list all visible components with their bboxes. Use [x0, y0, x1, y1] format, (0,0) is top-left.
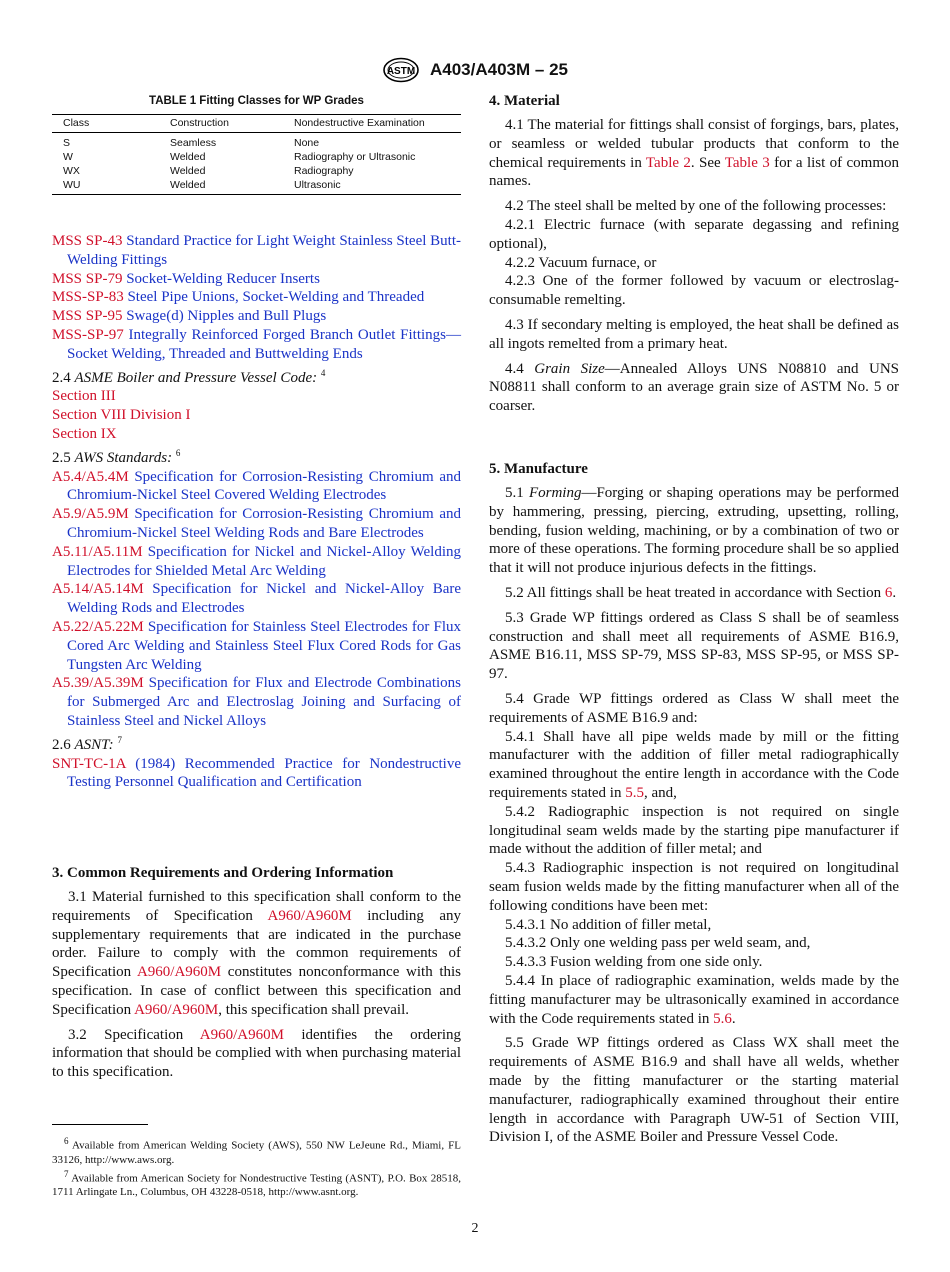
reference-title-link[interactable]: Specification for Flux and Electrode Combinations for Submerged Arc and Electroslag Joining and Surfacing of Stainless Steel and Nickel Alloys — [67, 675, 461, 729]
section-heading: 3. Common Requirements and Ordering Information — [52, 865, 394, 881]
table-row — [52, 133, 461, 151]
footnotes — [52, 1124, 461, 1199]
column-header: Construction — [159, 115, 283, 133]
table-cell: None — [294, 137, 320, 149]
reference-entry — [52, 755, 461, 793]
paragraph: 4.4 Grain Size—Annealed Alloys UNS N08810 and UNS N08811 shall conform to an average grain size of ASTM No. 5 or coarser. — [489, 360, 900, 415]
paragraph: 4.2 The steel shall be melted by one of the following processes: — [505, 198, 887, 215]
paragraph: 5.5 Grade WP fittings ordered as Class WX shall meet the requirements of ASME B16.9 and shall have all welds, whether made by the fitting manufacturer or the starting material manufacturer, radiographically examined throughout their entire length in accordance with Paragraph UW-51 of Section VIII, Division I, of the ASME Boiler and Pressure Vessel Code. — [489, 1035, 899, 1146]
table-cell: Radiography — [294, 165, 354, 177]
reference-title-link[interactable]: Steel Pipe Unions, Socket-Welding and Threaded — [127, 289, 425, 306]
reference-entry — [52, 543, 461, 581]
reference-title-link[interactable]: Specification for Nickel and Nickel-Alloy Welding Electrodes for Shielded Metal Arc Welding — [67, 543, 461, 579]
reference-link[interactable]: A5.39/A5.39M — [52, 675, 144, 692]
spec-link[interactable]: A960/A960M — [136, 964, 222, 981]
paragraph: 5.4.3.1 No addition of filler metal, — [505, 916, 712, 933]
table-header-row — [52, 115, 461, 133]
table-cell: Seamless — [170, 137, 217, 149]
section-4 — [489, 93, 899, 416]
reference-link[interactable]: SNT-TC-1A — [52, 755, 126, 772]
spec-link[interactable]: A960/A960M — [134, 1001, 219, 1018]
reference-link[interactable]: Section III — [52, 388, 116, 405]
reference-entry — [52, 505, 461, 543]
reference-title-link[interactable]: (1984) Recommended Practice for Nondestructive Testing Personnel Qualification and Certification — [67, 755, 461, 791]
section-5 — [489, 461, 899, 1147]
paragraph: 3.1 Material furnished to this specification shall conform to the requirements of Specification A960/A960M including any supplementary requirements that are indicated in the purchase order. Failure to comply with the common requirements of Specification A960/A960M constitutes nonconformance with this specification. In case of conflict between this specification and Specification A960/A960M, this specification shall prevail. — [52, 889, 462, 1018]
reference-entry — [52, 468, 461, 506]
section-heading: 4. Material — [489, 93, 560, 109]
paragraph: 4.2.2 Vacuum furnace, or — [505, 254, 657, 271]
table-cell: Radiography or Ultrasonic — [294, 151, 416, 163]
table-row — [52, 164, 461, 178]
reference-entry — [52, 580, 461, 618]
paragraph: 4.2.3 One of the former followed by vacuum or electroslag-consumable remelting. — [489, 273, 899, 309]
subsection-heading: 2.4 ASME Boiler and Pressure Vessel Code: $^4$ — [52, 367, 326, 386]
reference-title-link[interactable]: Socket-Welding Reducer Inserts — [126, 270, 320, 287]
referenced-documents — [52, 232, 461, 792]
reference-link[interactable]: MSS SP-95 — [52, 308, 123, 325]
document-designation: A403/A403M – 25 — [430, 60, 568, 79]
table-link[interactable]: Table 3 — [724, 154, 770, 171]
table-cell: WU — [52, 178, 159, 195]
column-header: Class — [52, 115, 159, 133]
spec-link[interactable]: A960/A960M — [267, 907, 352, 924]
table-row — [52, 150, 461, 164]
reference-title-link[interactable]: Swage(d) Nipples and Bull Plugs — [126, 308, 327, 325]
table-cell: Ultrasonic — [283, 178, 461, 195]
section-heading: 5. Manufacture — [489, 461, 588, 477]
footnote-mark: 4 — [320, 367, 326, 378]
reference-link[interactable]: MSS-SP-97 — [52, 326, 124, 343]
footnote: $^6$ Available from American Welding Society (AWS), 550 NW LeJeune Rd., Miami, FL 33126, http://www.aws.org. — [52, 1136, 461, 1166]
paragraph: 5.4.3.3 Fusion welding from one side only. — [505, 954, 763, 971]
reference-entry — [52, 618, 461, 674]
paragraph: 5.2 All fittings shall be heat treated in accordance with Section 6. — [505, 584, 897, 601]
table-cell: S — [63, 137, 71, 149]
paragraph: 3.2 Specification A960/A960M identifies the ordering information that should be complied with when purchasing material to this specification. — [52, 1026, 461, 1081]
page-number: 2 — [471, 1221, 479, 1236]
page-header — [0, 57, 950, 83]
reference-entry — [52, 326, 461, 364]
reference-link[interactable]: Section IX — [52, 425, 117, 442]
paragraph: 5.4.1 Shall have all pipe welds made by mill or the fitting manufacturer with the addition of filler metal radiographically examined throughout the entire length in accordance with the Code requirements stated in 5.5, and, — [489, 728, 899, 801]
reference-link[interactable]: A5.9/A5.9M — [52, 506, 129, 523]
reference-title-link[interactable]: Specification for Nickel and Nickel-Alloy Bare Welding Rods and Electrodes — [67, 581, 462, 617]
svg-text:ASTM: ASTM — [386, 66, 416, 77]
reference-title-link[interactable]: Specification for Stainless Steel Electrodes for Flux Cored Arc Welding and Stainless Steel Flux Cored Rods for Gas Tungsten Arc Welding — [67, 618, 461, 673]
table-row — [52, 178, 461, 195]
paragraph: 5.4.4 In place of radiographic examination, welds made by the fitting manufacturer may be ultrasonically examined in accordance with the Code requirements stated in 5.6. — [489, 972, 899, 1027]
paragraph: 4.2.1 Electric furnace (with separate degassing and refining optional), — [489, 216, 899, 252]
table-cell: Welded — [170, 165, 206, 177]
paragraph: 5.4 Grade WP fittings ordered as Class W shall meet the requirements of ASME B16.9 and: — [489, 690, 899, 726]
reference-entry — [52, 270, 461, 289]
reference-link[interactable]: A5.14/A5.14M — [52, 581, 144, 598]
reference-entry — [52, 674, 461, 730]
section-3 — [52, 865, 461, 1082]
section-link[interactable]: 5.5 — [625, 784, 644, 801]
paragraph: 5.4.3.2 Only one welding pass per weld seam, and, — [505, 935, 811, 952]
reference-link[interactable]: MSS SP-79 — [52, 270, 123, 287]
reference-link[interactable]: MSS-SP-83 — [52, 289, 124, 306]
table-cell: Welded — [170, 151, 206, 163]
reference-entry — [52, 232, 461, 270]
reference-title-link[interactable]: Specification for Corrosion-Resisting Chromium and Chromium-Nickel Steel Covered Welding Electrodes — [67, 468, 461, 504]
footnote: $^7$ Available from American Society for Nondestructive Testing (ASNT), P.O. Box 28518, 1711 Arlingate Ln., Columbus, OH 43228-0518, http://www.asnt.org. — [52, 1168, 461, 1199]
column-header: Nondestructive Examination — [283, 115, 461, 133]
table-cell: W — [63, 151, 73, 163]
astm-logo-icon — [382, 57, 420, 83]
footnote-mark: 6 — [175, 447, 181, 458]
reference-entry — [52, 288, 461, 307]
footnote-divider — [52, 1124, 148, 1125]
reference-entry — [52, 307, 461, 326]
reference-link[interactable]: A5.4/A5.4M — [52, 468, 129, 485]
reference-title-link[interactable]: Specification for Corrosion-Resisting Chromium and Chromium-Nickel Steel Welding Rods and Bare Electrodes — [67, 506, 461, 541]
section-link[interactable]: 6 — [884, 584, 893, 601]
footnote-mark: 7 — [117, 734, 122, 745]
table-title: TABLE 1 Fitting Classes for WP Grades — [149, 95, 364, 107]
reference-link[interactable]: MSS SP-43 — [52, 233, 123, 249]
paragraph: 5.1 Forming—Forging or shaping operations may be performed by hammering, pressing, piercing, extruding, upsetting, rolling, bending, fusion welding, machining, or by a combination of two or more of these operations. The forming procedure shall be so applied that it will not produce injurious defects in the fittings. — [489, 485, 899, 577]
fitting-classes-table — [52, 114, 461, 195]
table-cell: WX — [63, 165, 80, 177]
paragraph: 4.1 The material for fittings shall consist of forgings, bars, plates, or seamless or welded tubular products that conform to the chemical requirements in Table 2. See Table 3 for a list of common names. — [489, 117, 899, 190]
table-link[interactable]: Table 2 — [645, 154, 691, 171]
section-link[interactable]: 5.6 — [713, 1010, 732, 1027]
paragraph: 5.4.3 Radiographic inspection is not required on longitudinal seam fusion welds made by the fitting manufacturer when all of the following conditions have been met: — [489, 860, 899, 914]
reference-link[interactable]: Section VIII Division I — [52, 407, 191, 424]
reference-title-link[interactable]: Standard Practice for Light Weight Stainless Steel Butt-Welding Fittings — [67, 233, 462, 268]
paragraph: 5.3 Grade WP fittings ordered as Class S shall be of seamless construction and shall meet all requirements of ASME B16.9, ASME B16.11, MSS SP-79, MSS SP-83, MSS SP-95, or MSS SP-97. — [489, 609, 899, 683]
paragraph: 4.3 If secondary melting is employed, the heat shall be defined as all ingots remelted from a primary heat. — [489, 316, 899, 352]
reference-link[interactable]: A5.11/A5.11M — [52, 543, 143, 560]
reference-title-link[interactable]: Integrally Reinforced Forged Branch Outlet Fittings—Socket Welding, Threaded and Buttwelding Ends — [67, 326, 462, 362]
spec-link[interactable]: A960/A960M — [199, 1026, 284, 1043]
paragraph: 5.4.2 Radiographic inspection is not required on single longitudinal seam welds made by the starting pipe manufacturer if made without the addition of filler metal; and — [489, 803, 899, 858]
table-cell: Welded — [159, 178, 283, 195]
subsection-heading: 2.6 ASNT: $^7$ — [52, 734, 122, 753]
subsection-heading: 2.5 AWS Standards: $^6$ — [52, 447, 181, 466]
reference-link[interactable]: A5.22/A5.22M — [52, 618, 144, 635]
